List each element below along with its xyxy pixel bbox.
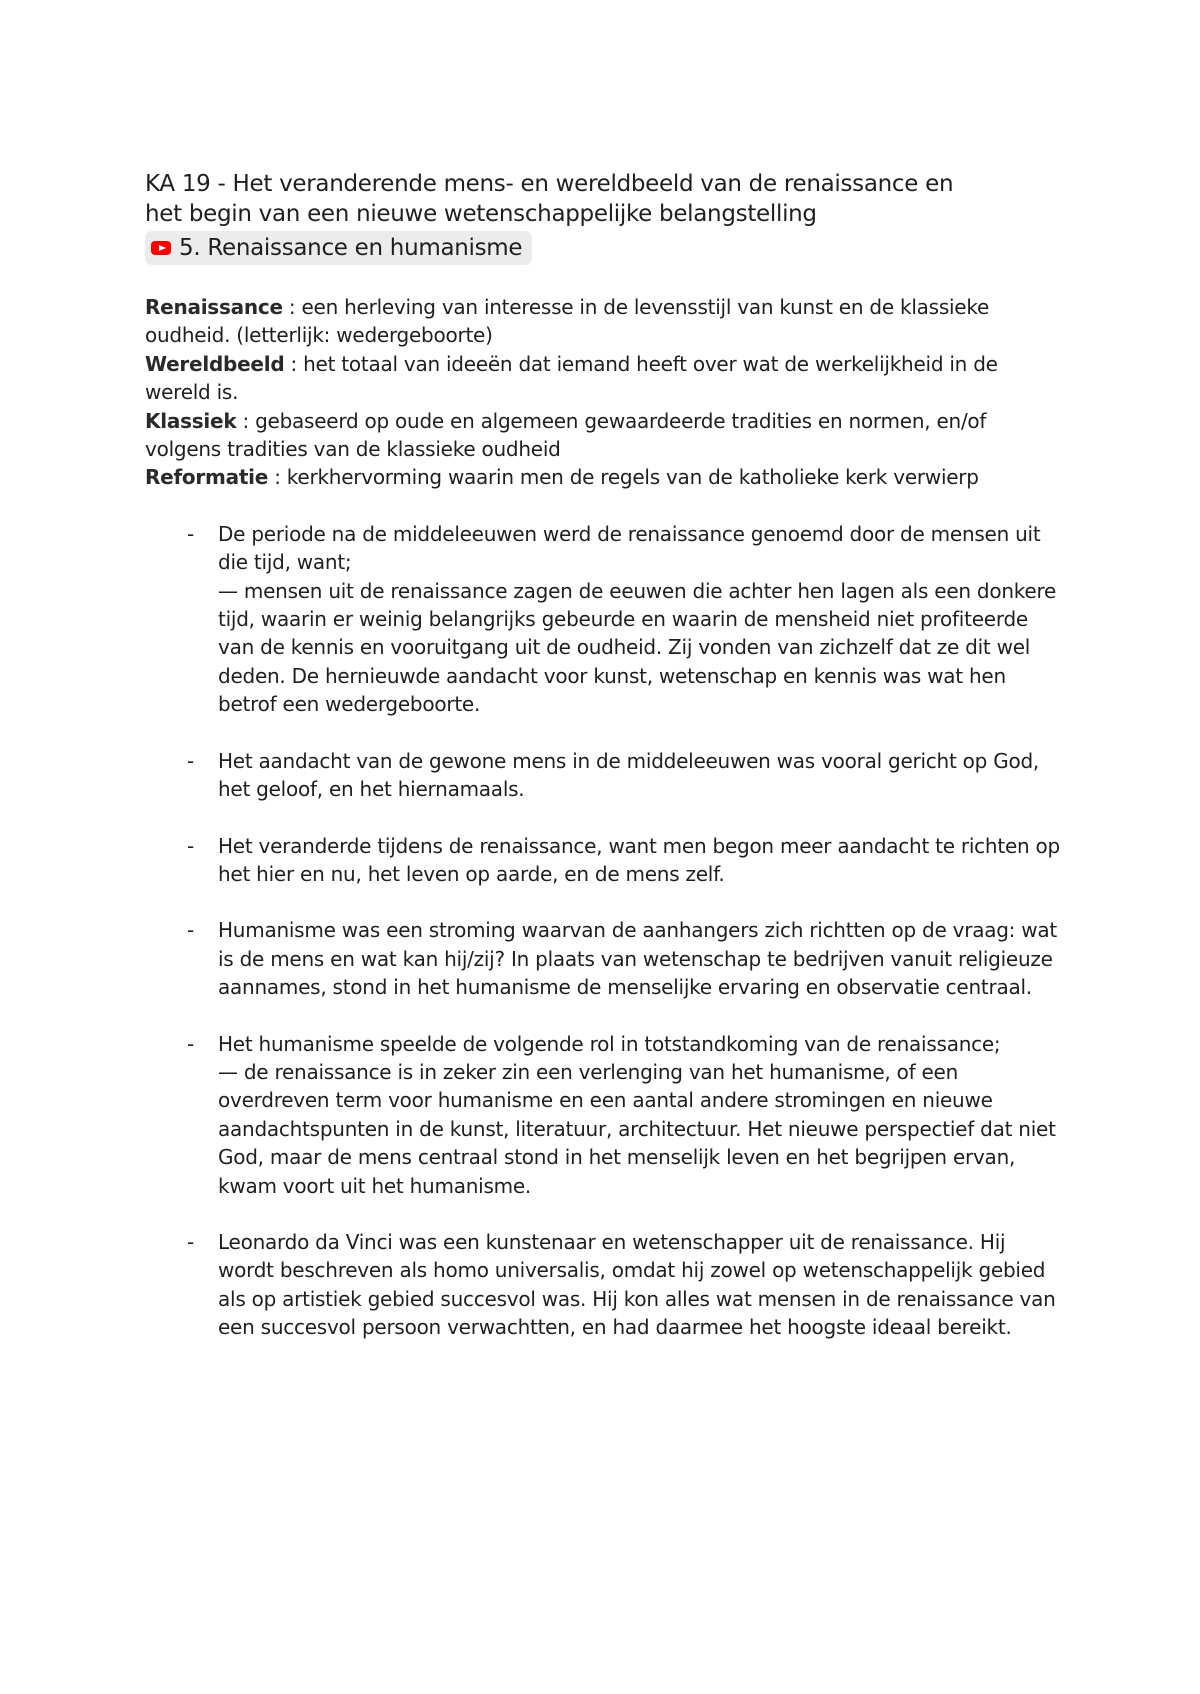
list-item-text: Leonardo da Vinci was een kunstenaar en wetenschapper uit de renaissance. Hij wordt beschreven als homo universalis, omdat hij zowel op wetenschappelijk gebied als op artistiek gebied succesvol was. Hij kon alles wat mensen in de renaissance van een succesvol persoon verwachtten, en had daarmee het hoogste ideaal bereikt. (218, 1229, 1056, 1340)
definitions-block (145, 293, 1065, 492)
list-item (145, 1228, 1065, 1342)
bullet-list (145, 520, 1065, 1342)
bullet-dash: - (187, 918, 194, 943)
definition-text: : een herleving van interesse in de levensstijl van kunst en de klassieke oudheid. (letterlijk: wedergeboorte) (145, 295, 990, 348)
list-item (145, 832, 1065, 889)
definition-item (145, 293, 1065, 350)
title-line-1: KA 19 - Het veranderende mens- en wereldbeeld van de renaissance en (145, 171, 954, 197)
definition-term: Klassiek (145, 408, 237, 433)
bullet-dash: - (187, 833, 194, 858)
definition-item (145, 350, 1065, 407)
list-item (145, 747, 1065, 804)
list-item-text: Humanisme was een stroming waarvan de aanhangers zich richtten op de vraag: wat is de mens en wat kan hij/zij? In plaats van wetenschap te bedrijven vanuit religieuze aannames, stond in het humanisme de menselijke ervaring en observatie centraal. (218, 918, 1057, 1000)
definition-term: Reformatie (145, 465, 269, 490)
list-item-text: — de renaissance is in zeker zin een verlenging van het humanisme, of een overdreven term voor humanisme en een aantal andere stromingen en nieuwe aandachtspunten in de kunst, literatuur, architectuur. Het nieuwe perspectief dat niet God, maar de mens centraal stond in het menselijk leven en het begrijpen ervan, kwam voort uit het humanisme. (218, 1059, 1056, 1198)
list-item (145, 916, 1065, 1001)
definition-text: : het totaal van ideeën dat iemand heeft over wat de werkelijkheid in de wereld is. (145, 351, 998, 405)
list-item-text: Het veranderde tijdens de renaissance, want men begon meer aandacht te richten op het hier en nu, het leven op aarde, en de mens zelf. (218, 833, 1060, 886)
document-content (145, 169, 1065, 1370)
definition-text: : gebaseerd op oude en algemeen gewaardeerde tradities en normen, en/of volgens tradities van de klassieke oudheid (145, 408, 987, 462)
bullet-dash: - (187, 1229, 194, 1254)
bullet-dash: - (187, 521, 194, 546)
list-item-text: — mensen uit de renaissance zagen de eeuwen die achter hen lagen als een donkere tijd, waarin er weinig belangrijks gebeurde en waarin de mensheid niet profiteerde van de kennis en vooruitgang uit de oudheid. Zij vonden van zichzelf dat ze dit wel deden. De hernieuwde aandacht voor kunst, wetenschap en kennis was wat hen betrof een wedergeboorte. (218, 578, 1057, 717)
list-item-text: Het humanisme speelde de volgende rol in totstandkoming van de renaissance; (218, 1031, 1001, 1056)
definition-text: : kerkhervorming waarin men de regels van de katholieke kerk verwierp (268, 465, 979, 490)
definition-term: Renaissance (145, 295, 283, 319)
bullet-dash: - (187, 748, 194, 773)
list-item-text: De periode na de middeleeuwen werd de renaissance genoemd door de mensen uit die tijd, want; (218, 521, 1041, 575)
list-item-text: Het aandacht van de gewone mens in de middeleeuwen was vooral gericht op God, het geloof, en het hiernamaals. (218, 748, 1039, 802)
video-link-chip[interactable] (145, 231, 532, 265)
definition-item (145, 407, 1065, 464)
title-line-2: het begin van een nieuwe wetenschappelijke belangstelling (145, 201, 817, 227)
youtube-icon (151, 241, 171, 255)
video-link-label: 5. Renaissance en humanisme (179, 235, 523, 261)
list-item (145, 1030, 1065, 1200)
page-title (145, 169, 1065, 229)
list-item (145, 520, 1065, 719)
definition-term: Wereldbeeld (145, 351, 285, 376)
bullet-dash: - (187, 1031, 194, 1056)
definition-item (145, 463, 1065, 491)
